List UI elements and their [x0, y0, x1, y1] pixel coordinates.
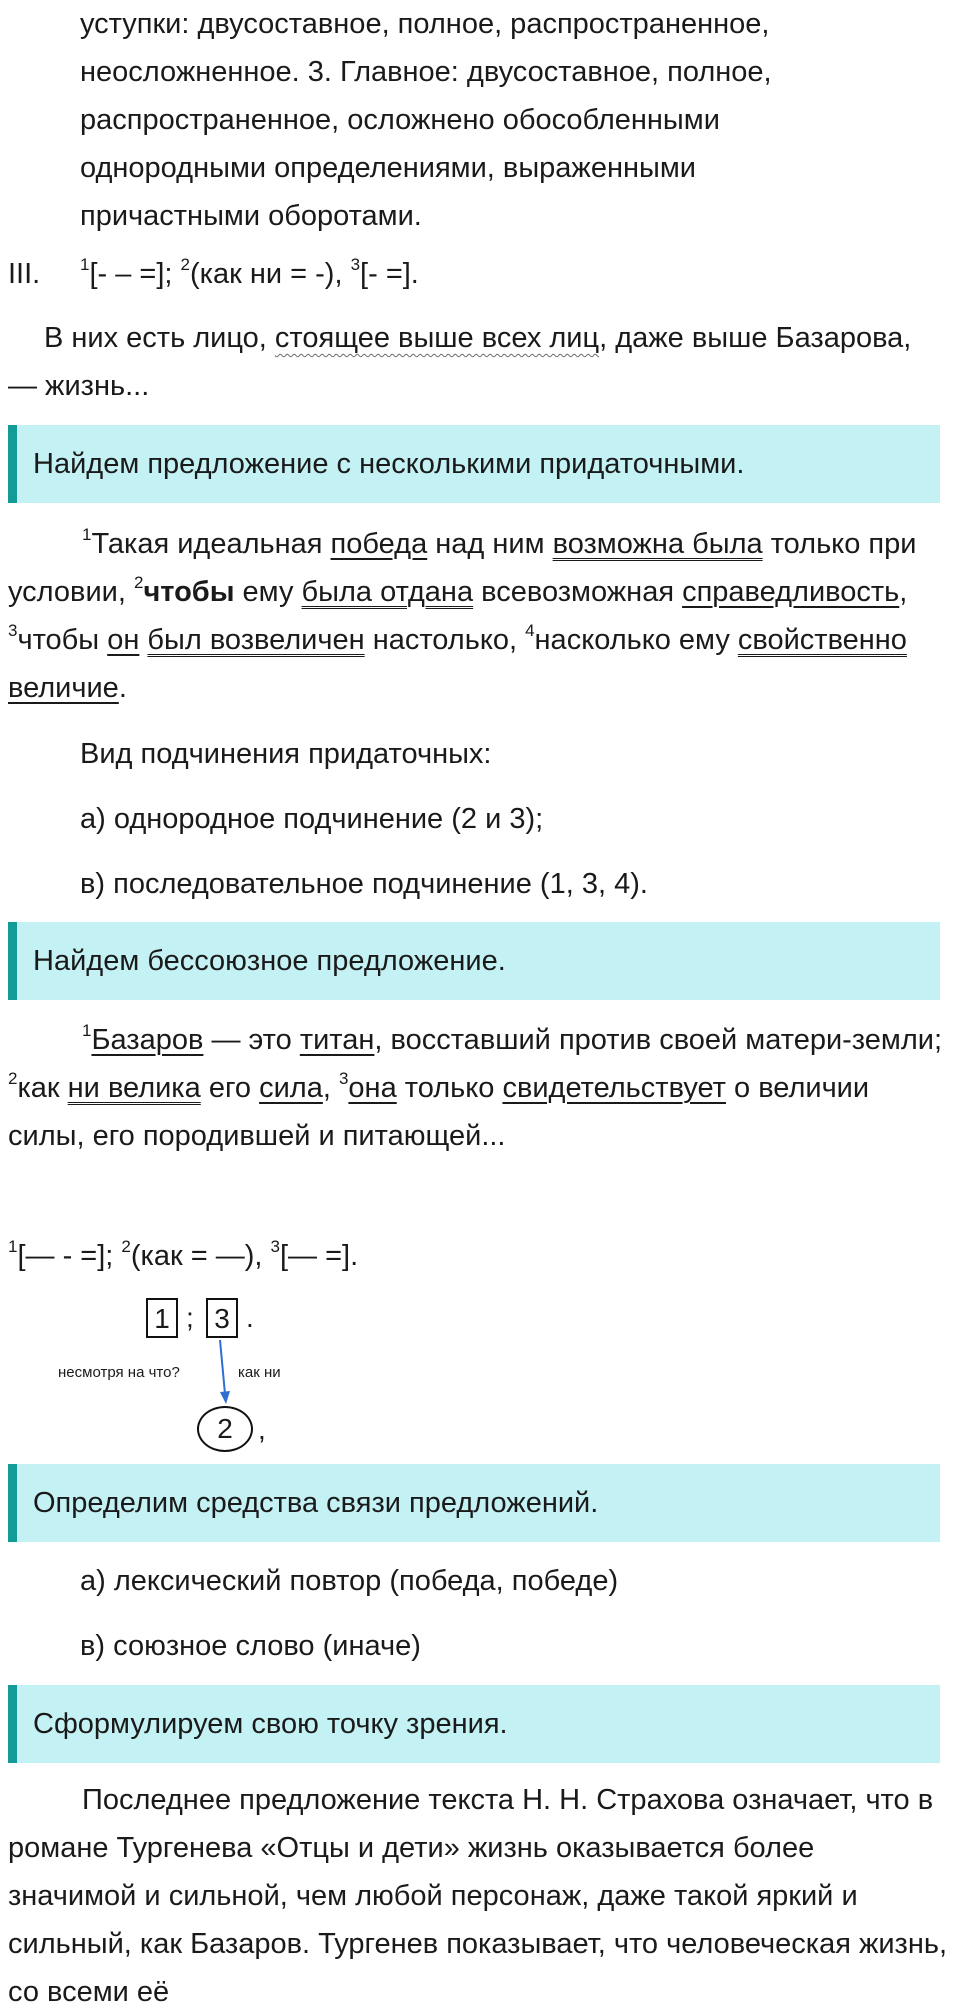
predicate-underline: был возвеличен	[147, 624, 365, 656]
text-fragment: только	[396, 1072, 503, 1104]
intro-sentence	[8, 314, 948, 410]
text-fragment: Такая идеальная	[91, 528, 331, 560]
text-fragment: всевозможная	[473, 576, 683, 608]
text-fragment: В них есть лицо,	[44, 322, 275, 354]
subject-underline: Базаров	[91, 1024, 204, 1056]
superscript: 4	[525, 621, 535, 641]
text-fragment: настолько,	[364, 624, 526, 656]
text-fragment: чтобы	[17, 624, 108, 656]
arrow-line	[220, 1340, 225, 1394]
scheme-part: [- =].	[360, 258, 419, 290]
superscript: 2	[180, 255, 191, 275]
scheme-part: [- – =];	[89, 258, 181, 290]
section-banner-asyndetic: Найдем бессоюзное предложение.	[8, 922, 940, 1000]
text-line: распространенное, осложнено обособленными	[80, 104, 720, 136]
scheme-formula	[8, 1232, 358, 1280]
predicate-underline: свидетельствует	[502, 1072, 726, 1104]
superscript: 1	[82, 525, 92, 545]
scheme-line-iii	[8, 250, 419, 298]
text-line: уступки: двусоставное, полное, распространенное,	[80, 8, 770, 40]
period-mark: .	[246, 1302, 254, 1333]
text-fragment: — это	[203, 1024, 300, 1056]
predicate-underline: была отдана	[301, 576, 474, 608]
scheme-part: (как = —),	[130, 1240, 271, 1272]
subject-underline: победа	[330, 528, 428, 560]
roman-numeral: III.	[8, 258, 41, 290]
question-label: несмотря на что?	[58, 1364, 180, 1381]
text-fragment: его	[200, 1072, 260, 1104]
superscript: 3	[350, 255, 361, 275]
superscript: 2	[121, 1237, 131, 1257]
text-line: причастными оборотами.	[80, 200, 422, 232]
scheme-part: [— - =];	[17, 1240, 122, 1272]
bold-conjunction: чтобы	[143, 576, 235, 608]
text-fragment: ,	[899, 576, 908, 608]
subject-underline: она	[348, 1072, 397, 1104]
asyndetic-sentence-paragraph	[8, 1016, 948, 1160]
connection-item-b: в) союзное слово (иначе)	[80, 1630, 421, 1662]
superscript: 1	[80, 255, 90, 275]
conjunction-label: как ни	[238, 1364, 281, 1381]
text-line: неосложненное. 3. Главное: двусоставное, полное,	[80, 56, 772, 88]
superscript: 3	[8, 621, 18, 641]
subject-underline: справедливость	[682, 576, 900, 608]
arrow-head	[220, 1391, 230, 1404]
superscript: 2	[133, 573, 144, 593]
section-banner-opinion: Сформулируем свою точку зрения.	[8, 1685, 940, 1763]
predicate-underline: титан	[299, 1024, 375, 1056]
text-fragment: над ним	[427, 528, 553, 560]
text-fragment: насколько ему	[534, 624, 738, 656]
text-fragment: , даже выше Базарова, — жизнь...	[8, 322, 912, 402]
text-line: однородными определениями, выраженными	[80, 152, 696, 184]
text-fragment: о величии силы, его породившей и питающей...	[8, 1072, 870, 1152]
conclusion-paragraph: Последнее предложение текста Н. Н. Страхова означает, что в романе Тургенева «Отцы и дети» жизнь оказывается более значимой и сильной, чем любой персонаж, даже такой яркий и сильный, как Базаров. Тургенев показывает, что человеческая жизнь, со всеми её	[8, 1784, 948, 2008]
subordination-item-b: в) последовательное подчинение (1, 3, 4).	[80, 868, 648, 900]
section-banner-complex-sentence: Найдем предложение с несколькими придаточными.	[8, 425, 940, 503]
scheme-part: [— =].	[279, 1240, 359, 1272]
connection-item-a: а) лексический повтор (победа, победе)	[80, 1565, 619, 1597]
sentence-scheme-diagram	[40, 1290, 340, 1460]
text-fragment: ,	[322, 1072, 339, 1104]
analysis-continuation	[80, 0, 950, 240]
subordination-title: Вид подчинения придаточных:	[80, 738, 492, 770]
semicolon-mark: ;	[186, 1302, 194, 1333]
predicate-underline: возможна была	[552, 528, 763, 560]
text-fragment: , восставший против своей матери-земли;	[374, 1024, 943, 1056]
superscript: 3	[338, 1069, 349, 1089]
superscript: 1	[8, 1237, 18, 1257]
clause-circle-2: 2	[197, 1406, 253, 1452]
superscript: 2	[8, 1069, 18, 1089]
clause-box-3: 3	[206, 1298, 238, 1338]
predicate-underline: свойственно	[737, 624, 907, 656]
subordination-item-a: а) однородное подчинение (2 и 3);	[80, 803, 544, 835]
subject-underline: сила	[259, 1072, 323, 1104]
text-fragment: только при условии,	[8, 528, 917, 608]
scheme-part: (как ни = -),	[190, 258, 351, 290]
subject-underline: величие	[8, 672, 119, 704]
superscript: 3	[270, 1237, 280, 1257]
wavy-underlined-phrase: стоящее выше всех лиц	[274, 322, 600, 354]
text-fragment: как	[17, 1072, 68, 1104]
complex-sentence-paragraph	[8, 520, 948, 712]
section-banner-connections: Определим средства связи предложений.	[8, 1464, 940, 1542]
predicate-underline: ни велика	[67, 1072, 201, 1104]
subject-underline: он	[107, 624, 140, 656]
subordination-arrow	[40, 1290, 340, 1460]
comma-mark: ,	[258, 1414, 266, 1445]
text-fragment: ему	[234, 576, 302, 608]
text-fragment: .	[118, 672, 127, 704]
superscript: 1	[82, 1021, 92, 1041]
clause-box-1: 1	[146, 1298, 178, 1338]
